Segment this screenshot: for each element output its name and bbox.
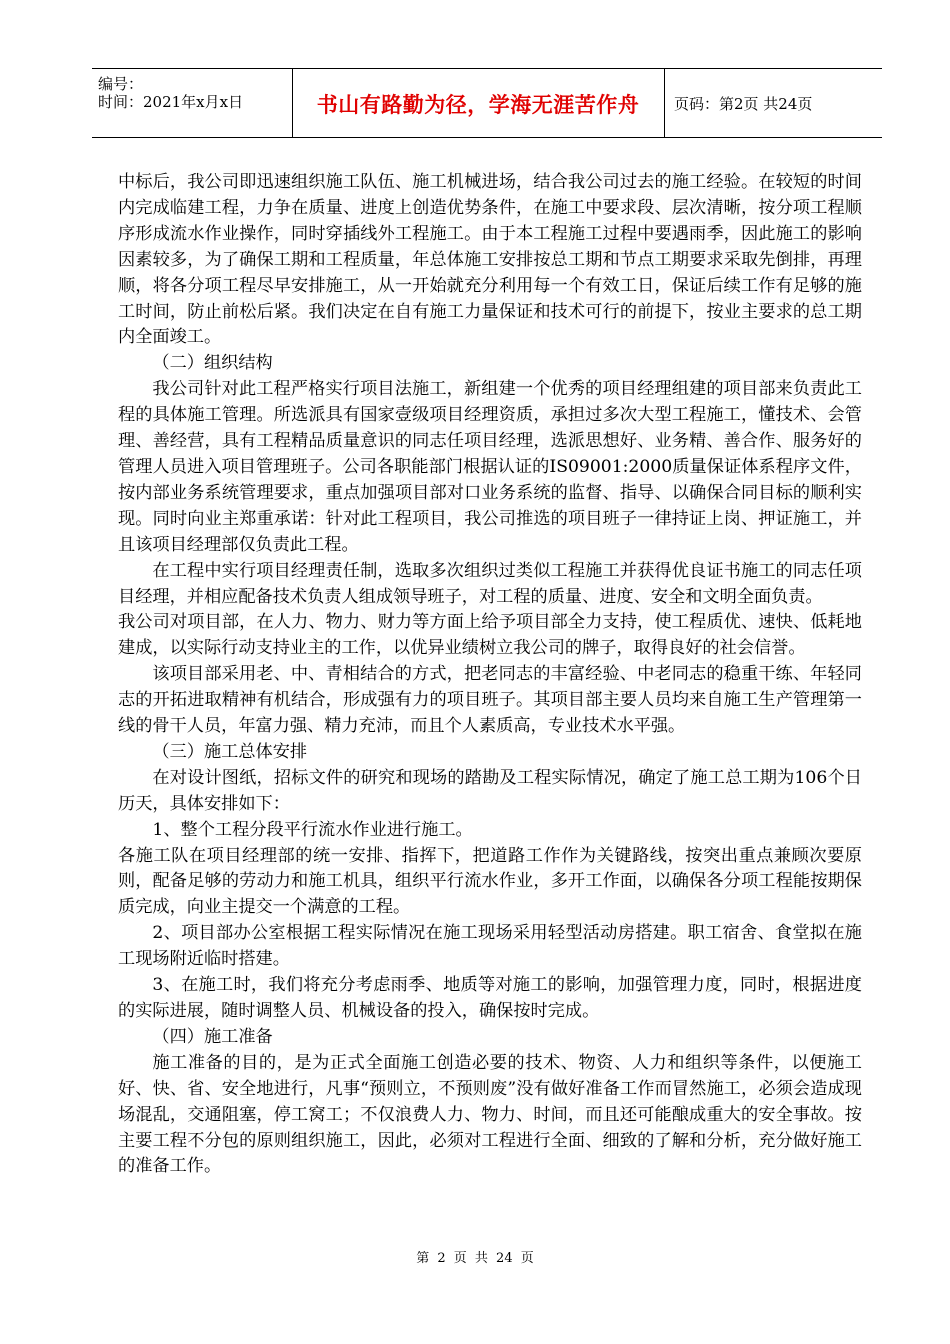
paragraph: 我公司对项目部，在人力、物力、财力等方面上给予项目部全力支持，使工程质优、速快、低耗地建成，以实际行动支持业主的工作，以优异业绩树立我公司的牌子，取得良好的社会信誉。 (118, 612, 862, 659)
header-meta-cell (92, 69, 293, 137)
list-item: 3、在施工时，我们将充分考虑雨季、地质等对施工的影响，加强管理力度，同时，根据进度的实际进展，随时调整人员、机械设备的投入，确保按时完成。 (118, 975, 862, 1021)
header-motto-cell (292, 69, 665, 137)
paragraph: 在工程中实行项目经理责任制，选取多次组织过类似工程施工并获得优良证书施工的同志任项目经理，并相应配备技术负责人组成领导班子，对工程的质量、进度、安全和文明全面负责。 (118, 560, 862, 607)
paragraph: 中标后，我公司即迅速组织施工队伍、施工机械进场，结合我公司过去的施工经验。在较短的时间内完成临建工程，力争在质量、进度上创造优势条件，在施工中要求段、层次清晰，按分项工程顺序形成流水作业操作，同时穿插线外工程施工。由于本工程施工过程中要遇雨季，因此施工的影响因素较多，为了确保工期和工程质量，年总体施工安排按总工期和节点工期要求采取先倒排，再理顺，将各分项工程尽早安排施工，从一开始就充分利用每一个有效工日，保证后续工作有足够的施工时间，防止前松后紧。我们决定在自有施工力量保证和技术可行的前提下，按业主要求的总工期内全面竣工。 (118, 172, 862, 348)
section-heading-organization: （二）组织结构 (152, 353, 273, 374)
header-page-code: 页码：第2页 共24页 (674, 95, 813, 113)
section-heading-preparation: （四）施工准备 (152, 1026, 273, 1047)
paragraph: 该项目部采用老、中、青相结合的方式，把老同志的丰富经验、中老同志的稳重干练、年轻同志的开拓进取精神有机结合，形成强有力的项目班子。其项目部主要人员均来自施工生产管理第一线的骨干人员，年富力强、精力充沛，而且个人素质高，专业技术水平强。 (118, 664, 862, 737)
paragraph: 施工准备的目的，是为正式全面施工创造必要的技术、物资、人力和组织等条件，以便施工好、快、省、安全地进行，凡事“预则立，不预则废”没有做好准备工作而冒然施工，必须会造成现场混乱，交通阻塞，停工窝工；不仅浪费人力、物力、时间，而且还可能酿成重大的安全事故。按主要工程不分包的原则组织施工，因此，必须对工程进行全面、细致的了解和分析，充分做好施工的准备工作。 (118, 1052, 862, 1177)
header-motto: 书山有路勤为径，学海无涯苦作舟 (316, 92, 640, 117)
document-time-label: 时间：2021年x月x日 (98, 93, 244, 111)
document-body (118, 170, 862, 1180)
list-item: 1、整个工程分段平行流水作业进行施工。 (152, 819, 473, 840)
page-header (92, 68, 882, 138)
page-footer: 第 2 页 共 24 页 (416, 1251, 534, 1266)
list-item: 2、项目部办公室根据工程实际情况在施工现场采用轻型活动房搭建。职工宿舍、食堂拟在施工现场附近临时搭建。 (118, 923, 862, 970)
paragraph: 在对设计图纸，招标文件的研究和现场的踏勘及工程实际情况，确定了施工总工期为106个日历天，具体安排如下： (118, 767, 862, 814)
document-number-label: 编号： (98, 75, 144, 93)
paragraph: 我公司针对此工程严格实行项目法施工，新组建一个优秀的项目经理组建的项目部来负责此工程的具体施工管理。所选派具有国家壹级项目经理资质，承担过多次大型工程施工，懂技术、会管理、善经营，具有工程精品质量意识的同志任项目经理，选派思想好、业务精、善合作、服务好的管理人员进入项目管理班子。公司各职能部门根据认证的IS09001:2000质量保证体系程序文件，按内部业务系统管理要求，重点加强项目部对口业务系统的监督、指导、以确保合同目标的顺利实现。同时向业主郑重承诺：针对此工程项目，我公司推选的项目班子一律持证上岗、押证施工，并且该项目经理部仅负责此工程。 (118, 379, 862, 555)
section-heading-arrangement: （三）施工总体安排 (152, 741, 308, 762)
paragraph: 各施工队在项目经理部的统一安排、指挥下，把道路工作作为关键路线，按突出重点兼顾次要原则，配备足够的劳动力和施工机具，组织平行流水作业，多开工作面，以确保各分项工程能按期保质完成，向业主提交一个满意的工程。 (118, 845, 862, 918)
header-page-cell (664, 69, 882, 137)
